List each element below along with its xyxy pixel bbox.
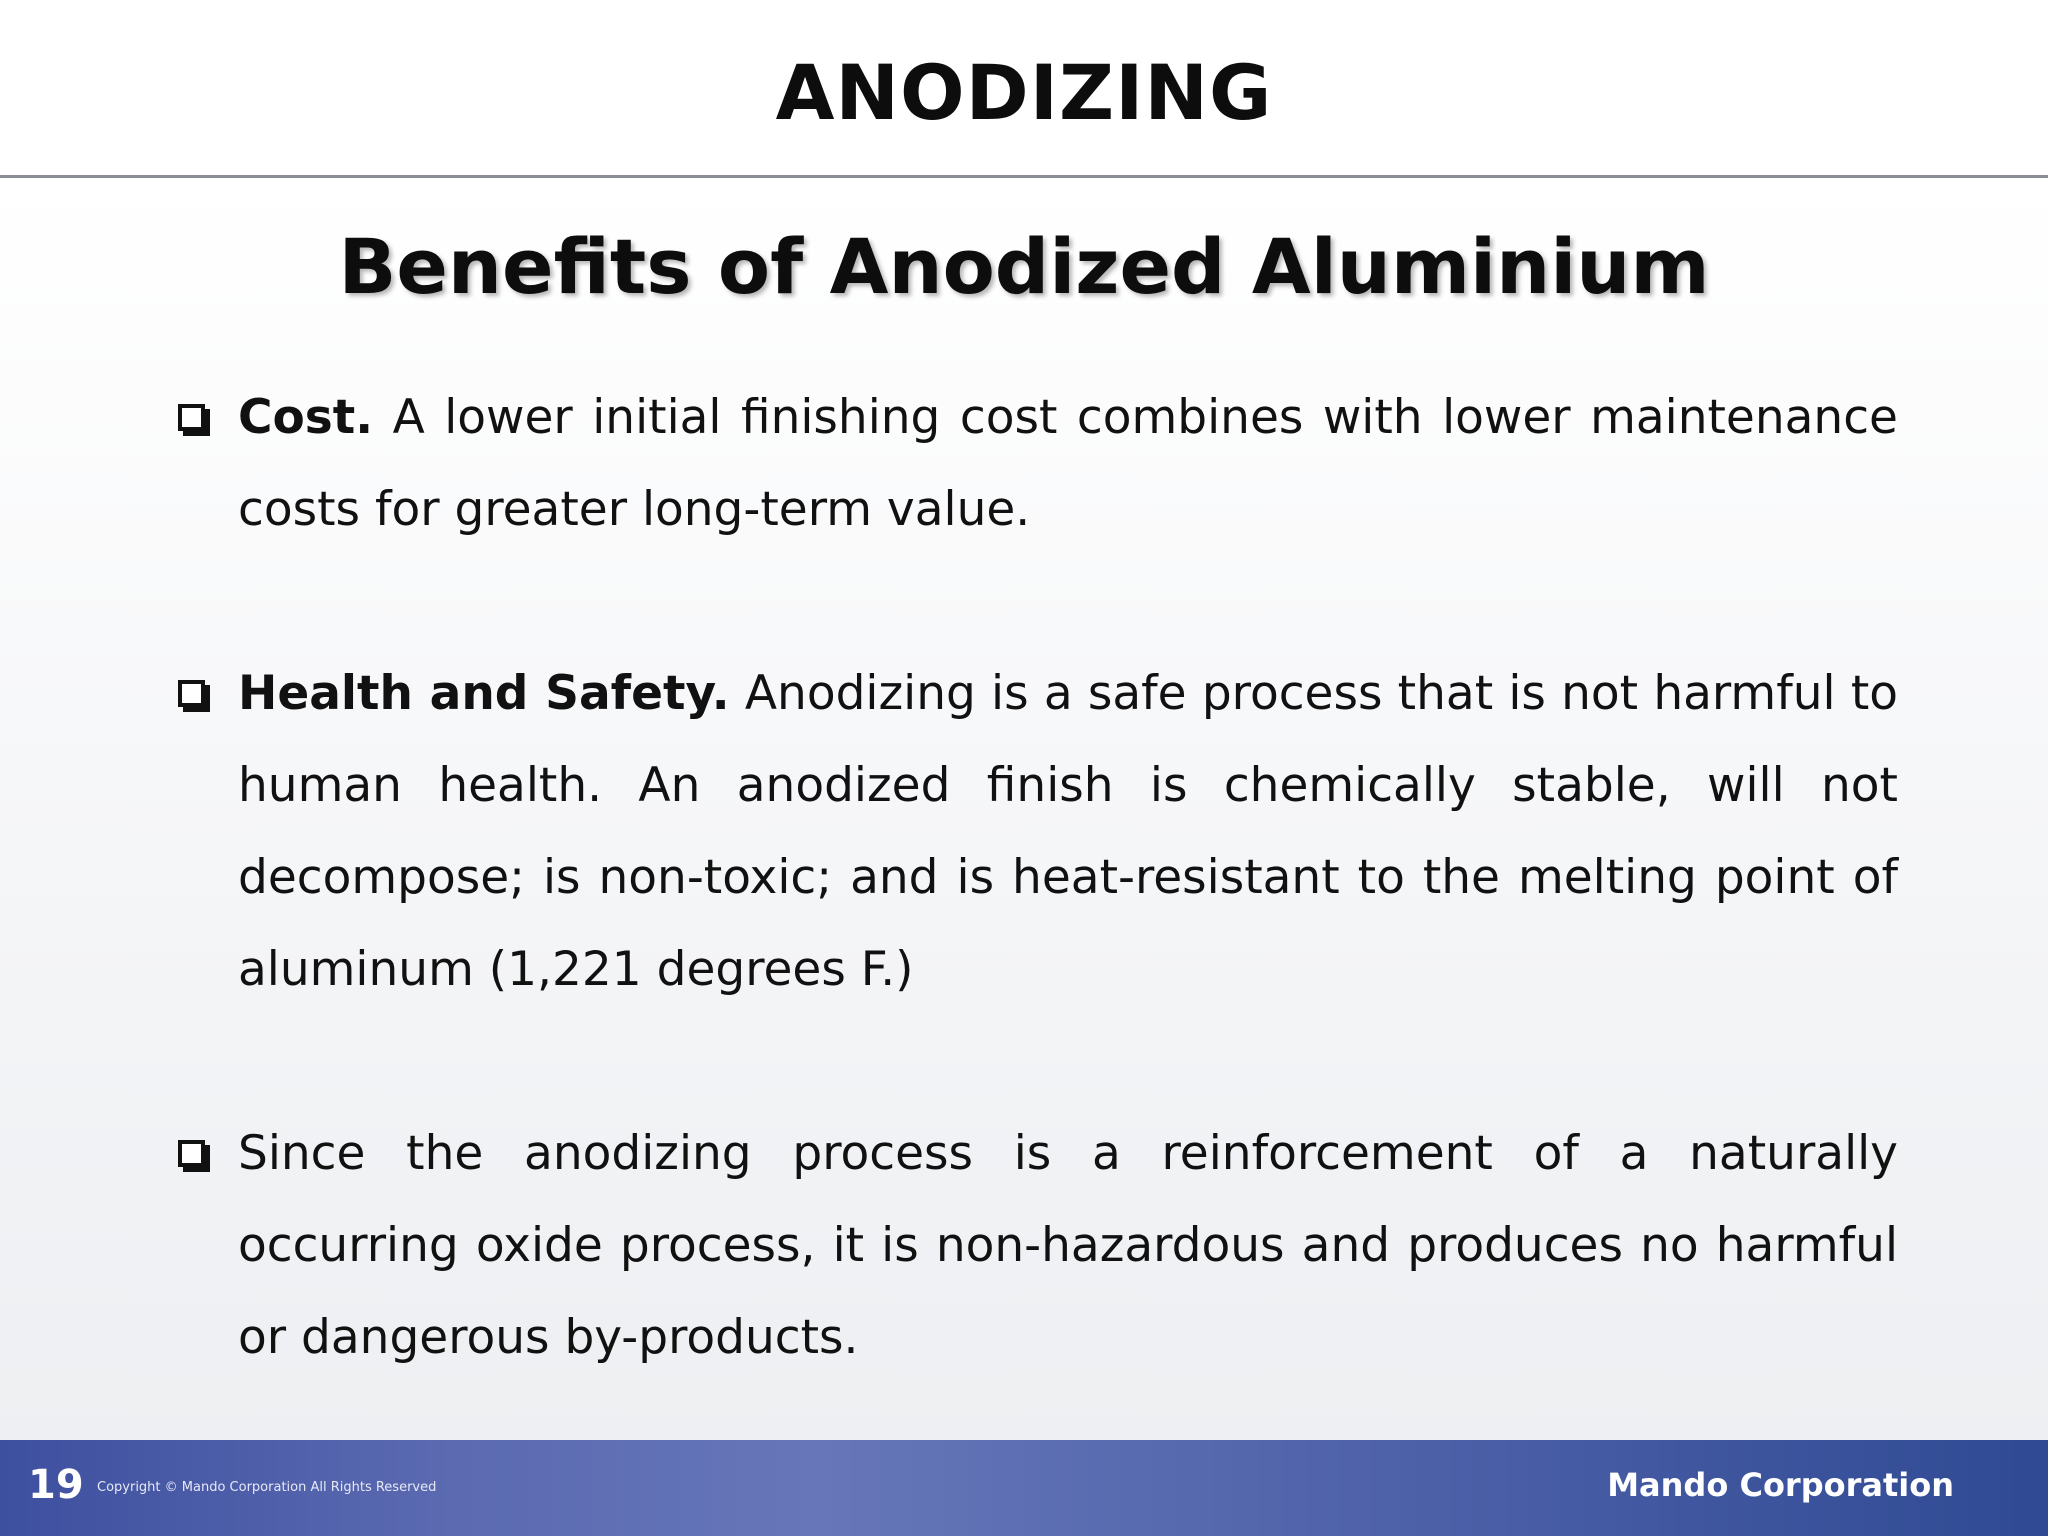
bullet-lead: Cost. [238, 390, 374, 445]
page-title: ANODIZING [775, 48, 1273, 137]
copyright-notice: Copyright © Mando Corporation All Rights Reserved [97, 1480, 437, 1495]
checkbox-bullet-icon [178, 1140, 205, 1167]
bullet-text: Anodizing is a safe process that is not harmful to human health. An anodized finish is chemically stable, will not decompose; is non-toxic; and is heat-resistant to the melting point of aluminum (1,221 degrees F.) [238, 666, 1899, 997]
bullet-text: A lower initial finishing cost combines with lower maintenance costs for greater long-term value. [238, 390, 1898, 537]
checkbox-bullet-icon [178, 404, 205, 431]
bullet-item-health-safety [178, 648, 1898, 1016]
brand-logo-text: Mando Corporation [1607, 1466, 1954, 1504]
checkbox-bullet-icon [178, 680, 205, 707]
bullet-text: Since the anodizing process is a reinforcement of a naturally occurring oxide process, it is non-hazardous and produces no harmful or dangerous by-products. [238, 1126, 1898, 1365]
header-divider [0, 175, 2048, 178]
slide-subtitle: Benefits of Anodized Aluminium [338, 222, 1710, 311]
page-number: 19 [28, 1462, 84, 1508]
footer-bar [0, 1440, 2048, 1536]
header [0, 0, 2048, 176]
bullet-lead: Health and Safety. [238, 666, 730, 721]
bullet-item-non-hazardous [178, 1108, 1898, 1384]
bullet-list [178, 372, 1898, 1384]
bullet-item-cost [178, 372, 1898, 556]
